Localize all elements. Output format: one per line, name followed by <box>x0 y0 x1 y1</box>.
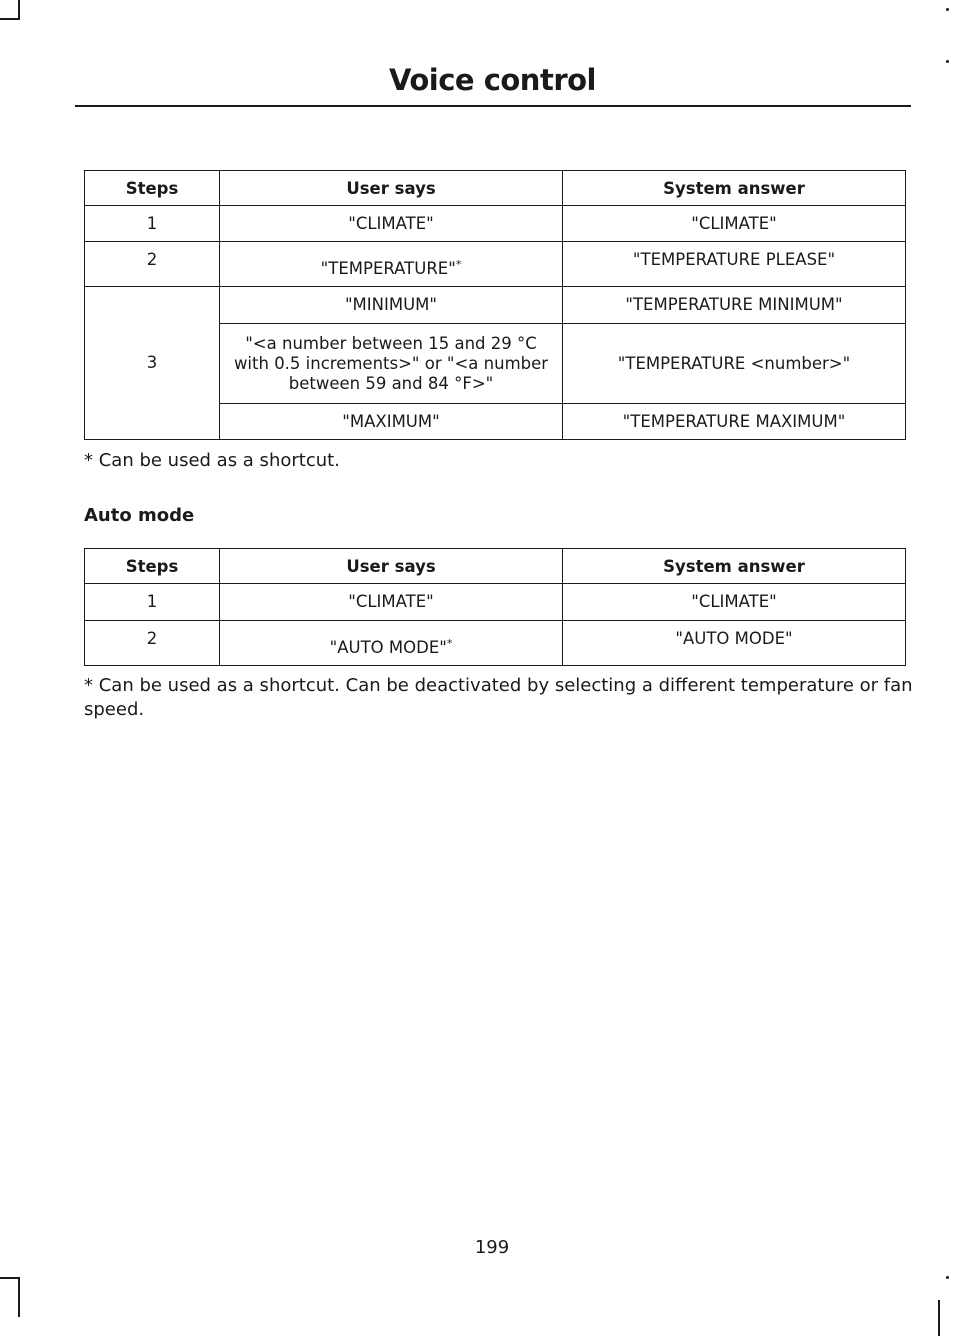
step-cell: 1 <box>85 584 220 621</box>
table-row <box>85 242 906 287</box>
table-row <box>85 621 906 666</box>
registration-dot <box>946 60 949 63</box>
column-header-user-says: User says <box>220 549 563 584</box>
temperature-table <box>84 170 906 440</box>
column-header-steps: Steps <box>85 171 220 206</box>
system-answer-cell: "CLIMATE" <box>563 584 906 621</box>
step-cell: 2 <box>85 621 220 666</box>
table-row <box>85 206 906 242</box>
page-title: Voice control <box>389 63 596 97</box>
table-header-row <box>85 549 906 584</box>
column-header-system-answer: System answer <box>563 549 906 584</box>
footnote: * Can be used as a shortcut. <box>84 450 340 471</box>
step-cell: 1 <box>85 206 220 242</box>
user-says-text: "AUTO MODE" <box>329 638 447 657</box>
footnote-marker: * <box>455 258 462 271</box>
system-answer-cell: "TEMPERATURE PLEASE" <box>563 242 906 287</box>
user-says-text: "TEMPERATURE" <box>320 259 456 278</box>
section-heading: Auto mode <box>84 505 195 526</box>
user-says-cell: "MAXIMUM" <box>220 404 563 440</box>
system-answer-cell: "TEMPERATURE MINIMUM" <box>563 287 906 324</box>
system-answer-cell: "TEMPERATURE MAXIMUM" <box>563 404 906 440</box>
page-number: 199 <box>474 1237 510 1258</box>
user-says-cell: "CLIMATE" <box>220 584 563 621</box>
step-cell: 3 <box>85 287 220 440</box>
column-header-steps: Steps <box>85 549 220 584</box>
system-answer-cell: "AUTO MODE" <box>563 621 906 666</box>
user-says-cell: "CLIMATE" <box>220 206 563 242</box>
column-header-system-answer: System answer <box>563 171 906 206</box>
crop-mark-bottom-left-vertical <box>18 1277 20 1317</box>
step-cell: 2 <box>85 242 220 287</box>
system-answer-cell: "CLIMATE" <box>563 206 906 242</box>
footnote-marker: * <box>446 637 453 650</box>
user-says-cell <box>220 621 563 666</box>
title-rule <box>75 105 911 107</box>
system-answer-cell: "TEMPERATURE <number>" <box>563 324 906 404</box>
footnote: * Can be used as a shortcut. Can be deactivated by selecting a different temperature or fan speed. <box>84 675 913 720</box>
registration-dot <box>946 1276 949 1279</box>
user-says-cell: "MINIMUM" <box>220 287 563 324</box>
crop-mark-top-left-vertical <box>18 0 20 20</box>
table-row <box>85 584 906 621</box>
table-header-row <box>85 171 906 206</box>
column-header-user-says: User says <box>220 171 563 206</box>
registration-dot <box>946 8 949 11</box>
user-says-cell: "<a number between 15 and 29 °C with 0.5 increments>" or "<a number between 59 and 84 °F>" <box>220 324 563 404</box>
crop-mark-bottom-right-vertical <box>938 1300 940 1336</box>
auto-mode-table <box>84 548 906 666</box>
user-says-cell <box>220 242 563 287</box>
crop-mark-top-left-horizontal <box>0 18 20 20</box>
table-row <box>85 287 906 324</box>
crop-mark-bottom-left-horizontal <box>0 1277 20 1279</box>
